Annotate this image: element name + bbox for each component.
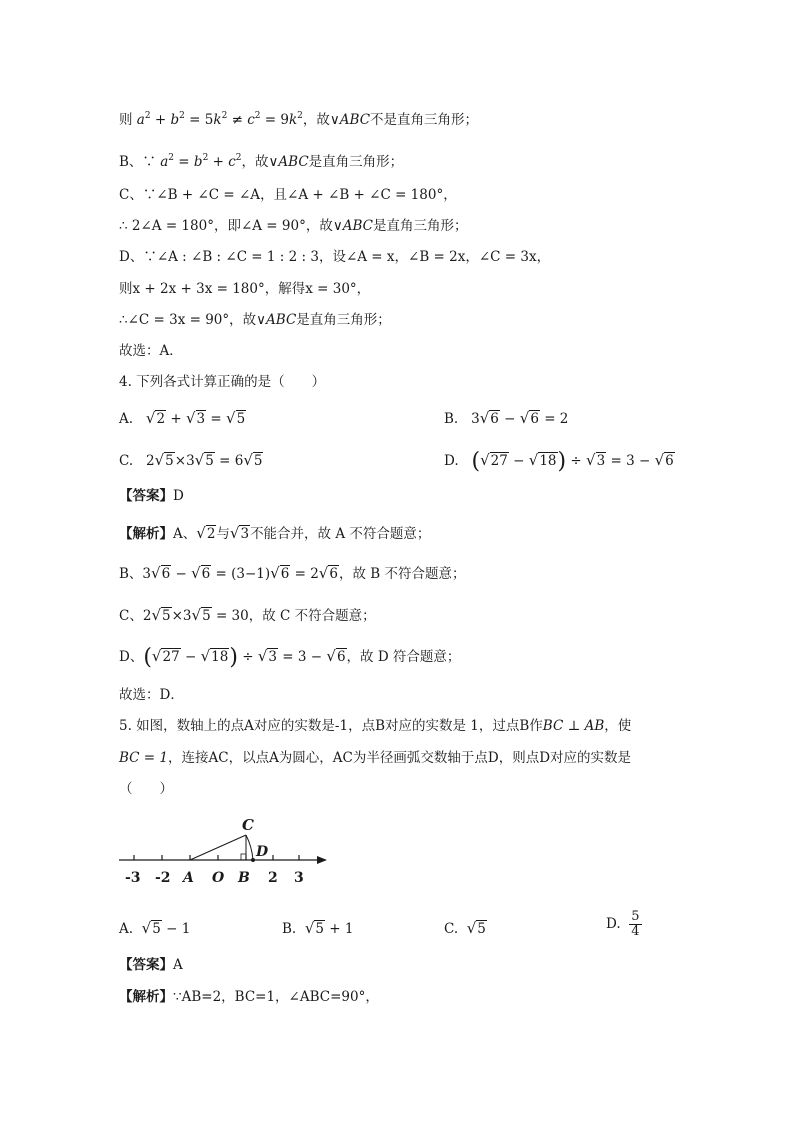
tick-label-2: 2: [268, 870, 278, 886]
q5-option-a: A. √5 − 1: [119, 919, 191, 937]
tick-label-o: O: [212, 870, 225, 886]
label-d: D: [256, 844, 269, 860]
axis-arrow: [317, 856, 327, 864]
q4-conclusion: 故选：D．: [119, 687, 184, 703]
q4-stem: 4. 下列各式计算正确的是（ ）: [119, 374, 326, 390]
q5-answer: 【答案】A: [119, 957, 183, 973]
q4-answer: 【答案】D: [119, 488, 184, 504]
line-7: ∴∠C = 3x = 90°，故∨ABC是直角三角形；: [119, 312, 391, 328]
line-8: 故选：A．: [119, 343, 183, 359]
label-c: C: [242, 816, 254, 834]
q4-analysis-b: B、3√6 − √6 = (3−1)√6 = 2√6，故 B 不符合题意；: [119, 564, 466, 582]
line-5: D、∵∠A : ∠B : ∠C = 1 : 2 : 3，设∠A = x，∠B = 2x，∠C = 3x，: [119, 249, 551, 265]
right-angle-mark: [241, 854, 246, 860]
q5-option-b: B. √5 + 1: [282, 919, 354, 937]
q4-analysis-a: 【解析】A、√2与√3不能合并，故 A 不符合题意；: [119, 524, 431, 542]
tick-label-3: 3: [294, 870, 304, 886]
q5-stem-line-2: BC = 1，连接AC，以点A为圆心，AC为半径画弧交数轴于点D，则点D对应的实数是: [119, 750, 632, 766]
q4-analysis-c: C、2√5×3√5 = 30，故 C 不符合题意；: [119, 606, 376, 624]
tick-label-b: B: [238, 870, 250, 886]
point-d: [251, 858, 255, 862]
line-3: C、∵∠B + ∠C = ∠A，且∠A + ∠B + ∠C = 180°，: [119, 187, 457, 203]
axis-ticks: [134, 855, 299, 860]
tick-label-neg2: -2: [155, 870, 171, 886]
tick-label-a: A: [183, 870, 194, 886]
q4-option-a: A. √2 + √3 = √5: [119, 409, 246, 427]
q5-analysis: 【解析】∵AB=2，BC=1，∠ABC=90°，: [119, 989, 379, 1005]
q5-option-c: C. √5: [444, 919, 486, 937]
arc-cd: [246, 835, 253, 860]
q5-option-d: D. $\frac{5}{4}$: [606, 909, 640, 939]
tick-label-neg3: -3: [125, 870, 141, 886]
q5-stem-line-1: 5. 如图，数轴上的点A对应的实数是-1，点B对应的实数是 1，过点B作BC ⊥ AB，使: [119, 718, 632, 734]
q4-option-b: B. 3√6 − √6 = 2: [444, 409, 569, 427]
q4-analysis-d: D、(√27 − √18) ÷ √3 = 3 − √6，故 D 符合题意；: [119, 645, 461, 670]
q5-stem-line-3: （ ）: [119, 781, 173, 797]
q5-number-line-figure: [115, 810, 335, 890]
line-2: B、∵ $a^2 = b^2 + c^2$，故∨ABC是直角三角形；: [119, 153, 404, 170]
line-4: ∴ 2∠A = 180°，即∠A = 90°，故∨ABC是直角三角形；: [119, 218, 468, 234]
q4-option-d: D. (√27 − √18) ÷ √3 = 3 − √6: [444, 449, 674, 474]
line-6: 则x + 2x + 3x = 180°，解得x = 30°，: [119, 281, 371, 297]
line-1: 则 $a^2 + b^2 = 5k^2 \ne c^2 = 9k^2$，故∨ABC不是直角三角形；: [119, 111, 479, 128]
q4-option-c: C. 2√5×3√5 = 6√5: [119, 451, 263, 469]
